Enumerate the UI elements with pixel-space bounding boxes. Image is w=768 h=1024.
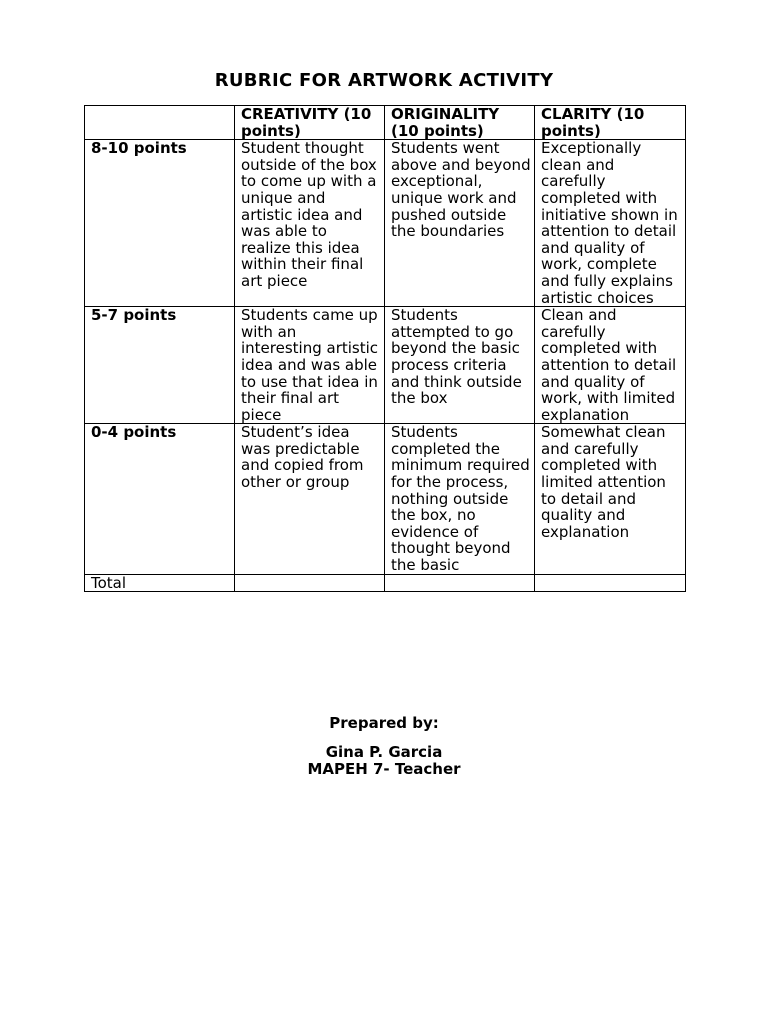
level-cell: 8-10 points	[85, 140, 235, 307]
document-title: RUBRIC FOR ARTWORK ACTIVITY	[214, 70, 554, 91]
total-clarity-cell	[535, 574, 686, 592]
creativity-cell: Student thought outside of the box to come up with a unique and artistic idea and was able to realize this idea within their final art piece	[235, 140, 385, 307]
table-row	[85, 307, 686, 424]
header-originality: ORIGINALITY (10 points)	[385, 106, 535, 140]
originality-cell: Students completed the minimum required for the process, nothing outside the box, no evidence of thought beyond the basic	[385, 424, 535, 574]
table-row	[85, 140, 686, 307]
rubric-table	[84, 105, 686, 592]
prepared-by-label: Prepared by:	[329, 714, 439, 732]
creativity-cell: Students came up with an interesting artistic idea and was able to use that idea in their final art piece	[235, 307, 385, 424]
preparer-name: Gina P. Garcia	[325, 743, 443, 761]
header-row	[85, 106, 686, 140]
clarity-cell: Somewhat clean and carefully completed with limited attention to detail and quality and explanation	[535, 424, 686, 574]
total-creativity-cell	[235, 574, 385, 592]
header-creativity: CREATIVITY (10 points)	[235, 106, 385, 140]
level-cell: 0-4 points	[85, 424, 235, 574]
clarity-cell: Exceptionally clean and carefully completed with initiative shown in attention to detail and quality of work, complete and fully explains artistic choices	[535, 140, 686, 307]
originality-cell: Students attempted to go beyond the basic process criteria and think outside the box	[385, 307, 535, 424]
table-row	[85, 424, 686, 574]
total-label: Total	[85, 574, 235, 592]
originality-cell: Students went above and beyond exceptional, unique work and pushed outside the boundaries	[385, 140, 535, 307]
clarity-cell: Clean and carefully completed with attention to detail and quality of work, with limited explanation	[535, 307, 686, 424]
level-cell: 5-7 points	[85, 307, 235, 424]
preparer-position: MAPEH 7- Teacher	[307, 760, 461, 778]
total-row	[85, 574, 686, 592]
header-clarity: CLARITY (10 points)	[535, 106, 686, 140]
total-originality-cell	[385, 574, 535, 592]
creativity-cell: Student’s idea was predictable and copied from other or group	[235, 424, 385, 574]
header-cell-empty	[85, 106, 235, 140]
footer	[0, 715, 768, 778]
